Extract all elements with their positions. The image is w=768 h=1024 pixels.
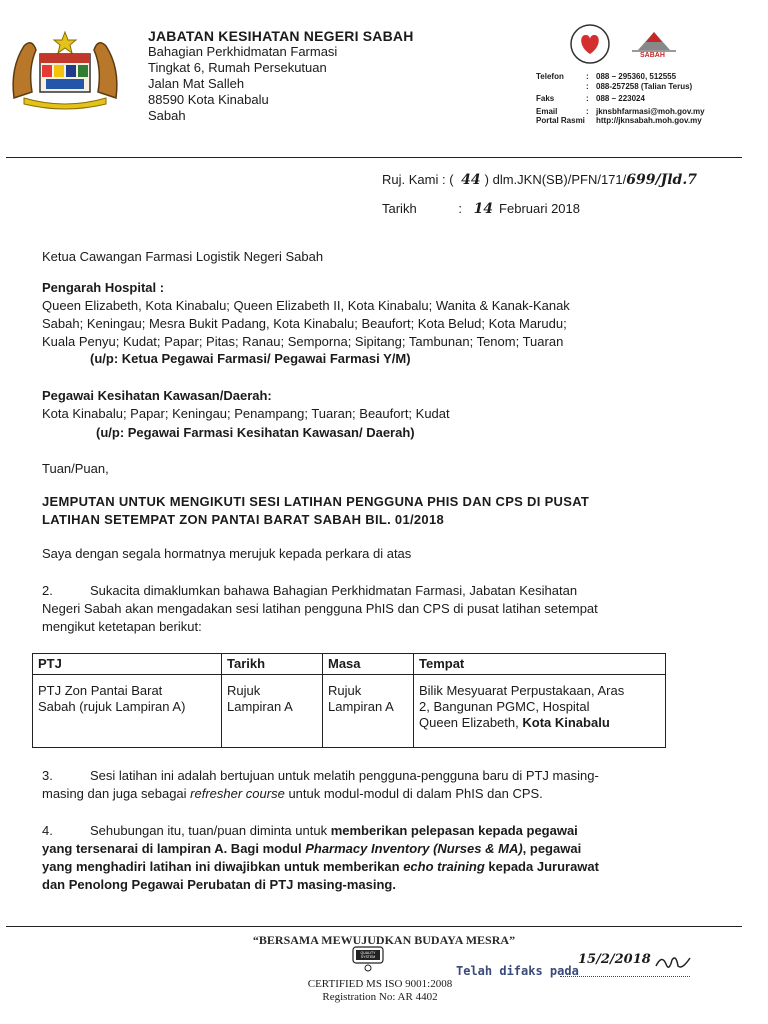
malaysia-coat-of-arms-icon bbox=[6, 28, 124, 110]
contact-portal: Portal Rasmi http://jknsabah.moh.gov.my bbox=[536, 116, 702, 125]
signature-icon bbox=[654, 952, 694, 979]
date-line: Tarikh : 14 Februari 2018 bbox=[382, 201, 580, 217]
table-header-row bbox=[33, 654, 666, 675]
motto: “BERSAMA MEWUJUDKAN BUDAYA MESRA” bbox=[252, 933, 516, 947]
header-divider bbox=[6, 157, 742, 158]
table-cell-tarikh: Rujuk Lampiran A bbox=[222, 675, 323, 748]
iso-certification: CERTIFIED MS ISO 9001:2008 Registration No: AR 4402 bbox=[307, 978, 453, 1003]
handwritten-ref-suffix: 699/Jld.7 bbox=[626, 172, 697, 188]
table-header-masa: Masa bbox=[323, 654, 414, 675]
contact-phone-direct: : 088-257258 (Talian Terus) bbox=[586, 81, 693, 91]
training-schedule-table bbox=[32, 653, 666, 748]
para-3-line: masing dan juga sebagai refresher course untuk modul-modul di dalam PhIS dan CPS. bbox=[42, 786, 543, 801]
para-2-line: Sukacita dimaklumkan bahawa Bahagian Perkhidmatan Farmasi, Jabatan Kesihatan bbox=[90, 583, 578, 598]
para-3-line: Sesi latihan ini adalah bertujuan untuk melatih pengguna-pengguna baru di PTJ masing- bbox=[90, 768, 599, 783]
subject-line: JEMPUTAN UNTUK MENGIKUTI SESI LATIHAN PENGGUNA PHIS DAN CPS DI PUSAT bbox=[42, 494, 590, 509]
hospital-list-line: Queen Elizabeth, Kota Kinabalu; Queen Elizabeth II, Kota Kinabalu; Wanita & Kanak-Kanak bbox=[42, 298, 570, 313]
paragraph-1: Saya dengan segala hormatnya merujuk kepada perkara di atas bbox=[42, 546, 412, 561]
org-name: JABATAN KESIHATAN NEGERI SABAH bbox=[148, 28, 414, 44]
table-header-ptj: PTJ bbox=[33, 654, 222, 675]
hospital-list-line: Kuala Penyu; Kudat; Papar; Pitas; Ranau; Semporna; Sipitang; Tambunan; Tenom; Tuaran bbox=[42, 334, 564, 349]
address-line: Bahagian Perkhidmatan Farmasi bbox=[148, 44, 338, 59]
para-4-line: Sehubungan itu, tuan/puan diminta untuk memberikan pelepasan kepada pegawai bbox=[90, 823, 578, 838]
para-2-number: 2. bbox=[42, 583, 53, 598]
para-2-line: mengikut ketetapan berikut: bbox=[42, 619, 202, 634]
hospital-list-line: Sabah; Keningau; Mesra Bukit Padang, Kota Kinabalu; Beaufort; Kota Belud; Kota Marudu; bbox=[42, 316, 567, 331]
contact-email: Email : jknsbhfarmasi@moh.gov.my bbox=[536, 106, 705, 116]
salutation: Tuan/Puan, bbox=[42, 461, 109, 476]
para-3-number: 3. bbox=[42, 768, 53, 783]
contact-fax: Faks : 088 – 223024 bbox=[536, 94, 645, 103]
para-4-line: dan Penolong Pegawai Perubatan di PTJ masing-masing. bbox=[42, 877, 396, 892]
table-header-tarikh: Tarikh bbox=[222, 654, 323, 675]
para-2-line: Negeri Sabah akan mengadakan sesi latihan pengguna PhIS dan CPS di pusat latihan setempat bbox=[42, 601, 598, 616]
subject-line: LATIHAN SETEMPAT ZON PANTAI BARAT SABAH BIL. 01/2018 bbox=[42, 512, 445, 527]
para-4-number: 4. bbox=[42, 823, 53, 838]
table-header-tempat: Tempat bbox=[414, 654, 666, 675]
contact-block bbox=[536, 72, 705, 126]
footer-divider bbox=[6, 926, 742, 927]
ministry-logo-icon bbox=[566, 20, 686, 70]
hospital-attention: (u/p: Ketua Pegawai Farmasi/ Pegawai Farmasi Y/M) bbox=[90, 351, 411, 366]
contact-phone: Telefon : 088 – 295360, 512555 bbox=[536, 72, 677, 81]
handwritten-day: 14 bbox=[473, 201, 494, 217]
address-line: 88590 Kota Kinabalu bbox=[148, 92, 269, 107]
hospital-heading: Pengarah Hospital : bbox=[42, 280, 165, 295]
table-row bbox=[33, 675, 666, 748]
table-cell-masa: Rujuk Lampiran A bbox=[323, 675, 414, 748]
quality-system-badge-icon: QUALITY SYSTEM bbox=[352, 946, 384, 977]
address-line: Jalan Mat Salleh bbox=[148, 76, 245, 91]
address-line: Sabah bbox=[148, 108, 186, 123]
district-list: Kota Kinabalu; Papar; Keningau; Penampang; Tuaran; Beaufort; Kudat bbox=[42, 406, 450, 421]
district-heading: Pegawai Kesihatan Kawasan/Daerah: bbox=[42, 388, 272, 403]
sabah-logo-label: SABAH bbox=[640, 52, 665, 59]
address-line: Tingkat 6, Rumah Persekutuan bbox=[148, 60, 327, 75]
recipient-logistics: Ketua Cawangan Farmasi Logistik Negeri Sabah bbox=[42, 249, 324, 264]
para-4-line: yang menghadiri latihan ini diwajibkan untuk memberikan echo training kepada Jururawat bbox=[42, 859, 599, 874]
handwritten-ref-number: 44 bbox=[461, 172, 481, 188]
header-logos bbox=[566, 20, 686, 75]
fax-stamp: Telah difaks pada bbox=[456, 964, 579, 978]
table-cell-ptj: PTJ Zon Pantai Barat Sabah (rujuk Lampiran A) bbox=[33, 675, 222, 748]
para-4-line: yang tersenarai di lampiran A. Bagi modul Pharmacy Inventory (Nurses & MA), pegawai bbox=[42, 841, 582, 856]
table-cell-tempat: Bilik Mesyuarat Perpustakaan, Aras 2, Bangunan PGMC, Hospital Queen Elizabeth, Kota Kinabalu bbox=[414, 675, 666, 748]
district-attention: (u/p: Pegawai Farmasi Kesihatan Kawasan/ Daerah) bbox=[96, 425, 415, 440]
reference-line: Ruj. Kami : ( 44 ) dlm.JKN(SB)/PFN/171/699/Jld.7 bbox=[382, 172, 697, 188]
handwritten-fax-date: 15/2/2018 bbox=[578, 952, 651, 967]
